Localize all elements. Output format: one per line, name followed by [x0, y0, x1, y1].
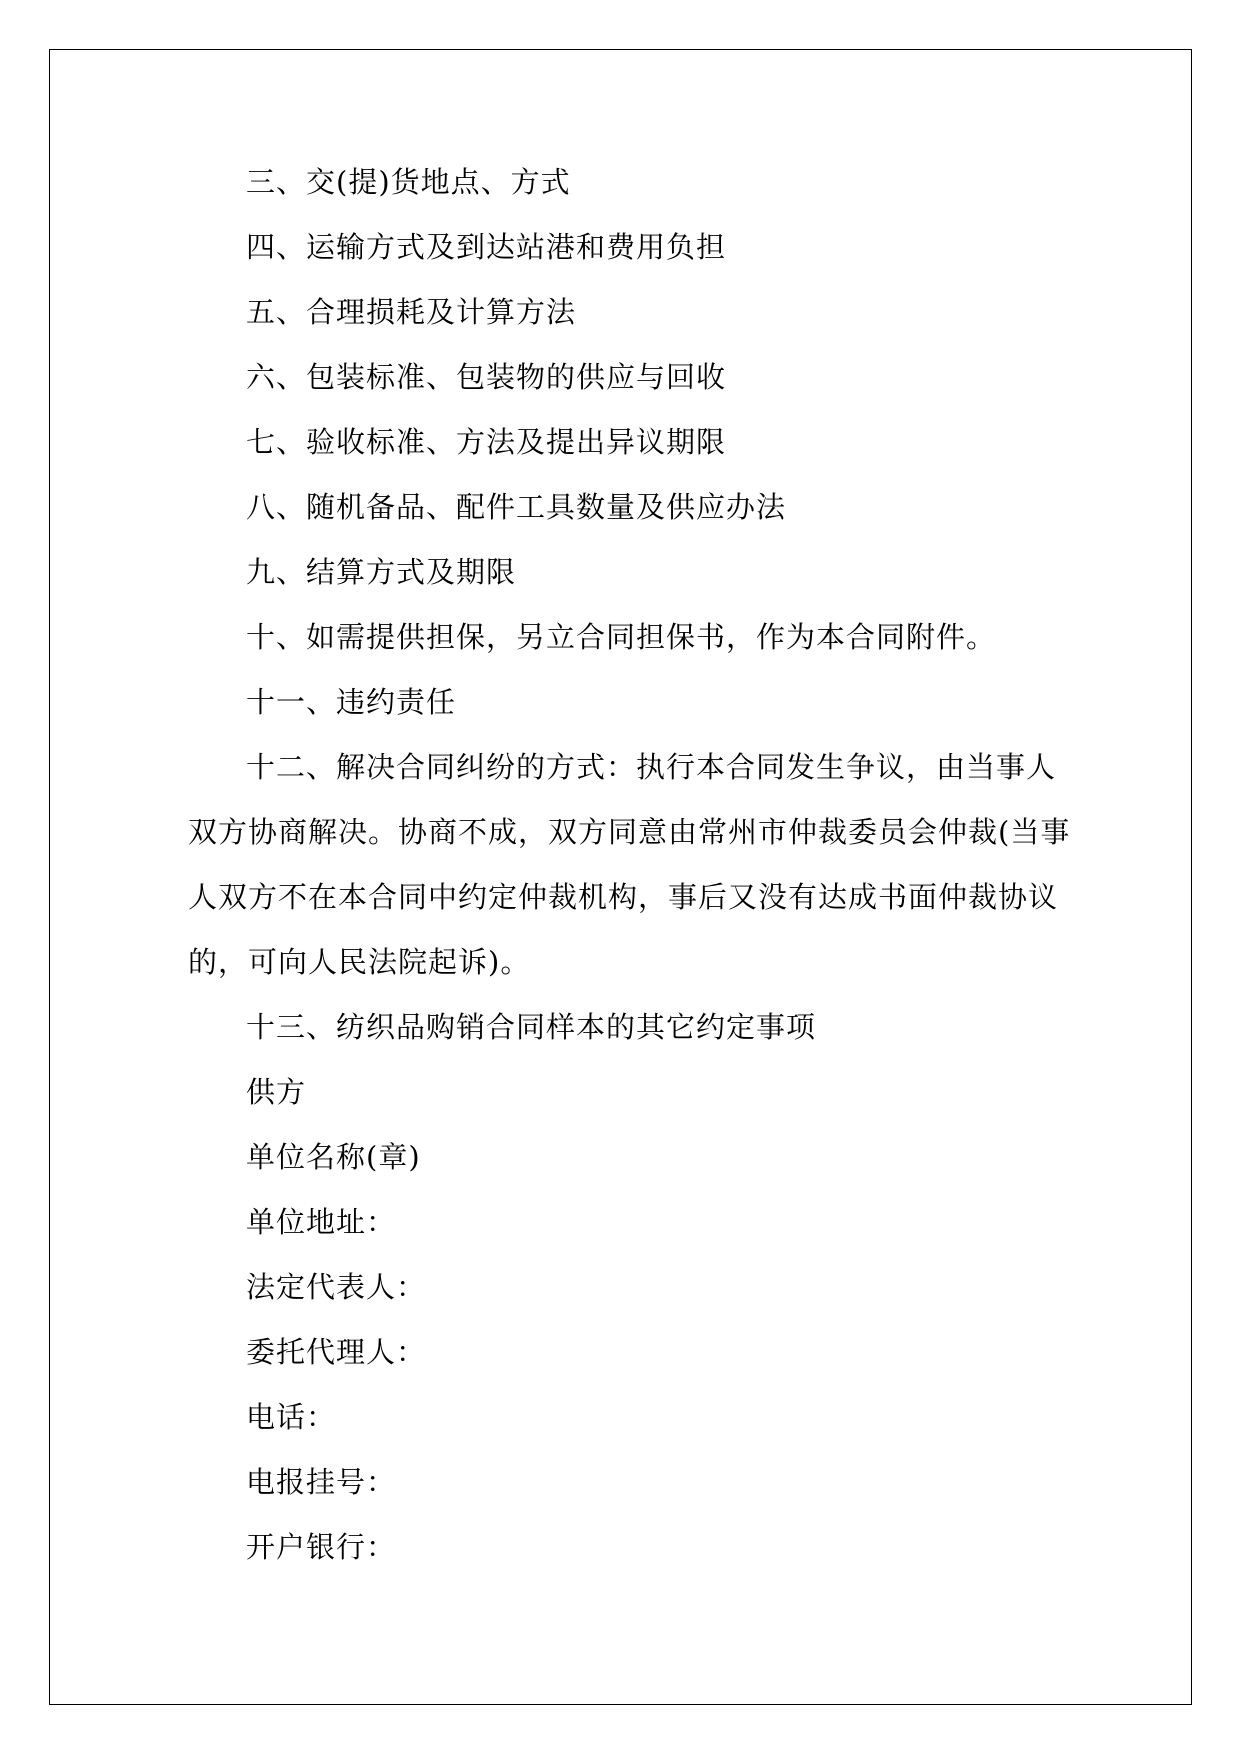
field-company-name: 单位名称(章) — [246, 1140, 421, 1174]
field-legal-representative: 法定代表人： — [246, 1270, 427, 1304]
field-company-address: 单位地址： — [246, 1205, 397, 1239]
field-bank: 开户银行： — [246, 1530, 397, 1564]
clause-13-other-terms: 十三、纺织品购销合同样本的其它约定事项 — [246, 1010, 817, 1044]
clause-11-liability: 十一、违约责任 — [246, 685, 457, 719]
clause-5-loss: 五、合理损耗及计算方法 — [246, 295, 577, 329]
field-telegraph: 电报挂号： — [246, 1465, 397, 1499]
clause-10-guarantee: 十、如需提供担保，另立合同担保书，作为本合同附件。 — [246, 620, 997, 654]
supplier-heading: 供方 — [246, 1075, 307, 1109]
clause-4-transport: 四、运输方式及到达站港和费用负担 — [246, 230, 727, 264]
field-telephone: 电话： — [246, 1400, 337, 1434]
document-body — [188, 150, 1078, 1580]
clause-7-acceptance: 七、验收标准、方法及提出异议期限 — [246, 425, 727, 459]
clause-6-packaging: 六、包装标准、包装物的供应与回收 — [246, 360, 727, 394]
field-authorized-agent: 委托代理人： — [246, 1335, 427, 1369]
clause-3-delivery: 三、交(提)货地点、方式 — [246, 165, 571, 199]
clause-12-disputes: 十二、解决合同纠纷的方式：执行本合同发生争议，由当事人双方协商解决。协商不成，双方同意由常州市仲裁委员会仲裁(当事人双方不在本合同中约定仲裁机构，事后又没有达成书面仲裁协议的，可向人民法院起诉)。 — [188, 750, 1071, 979]
clause-8-spare-parts: 八、随机备品、配件工具数量及供应办法 — [246, 490, 787, 524]
clause-9-settlement: 九、结算方式及期限 — [246, 555, 517, 589]
